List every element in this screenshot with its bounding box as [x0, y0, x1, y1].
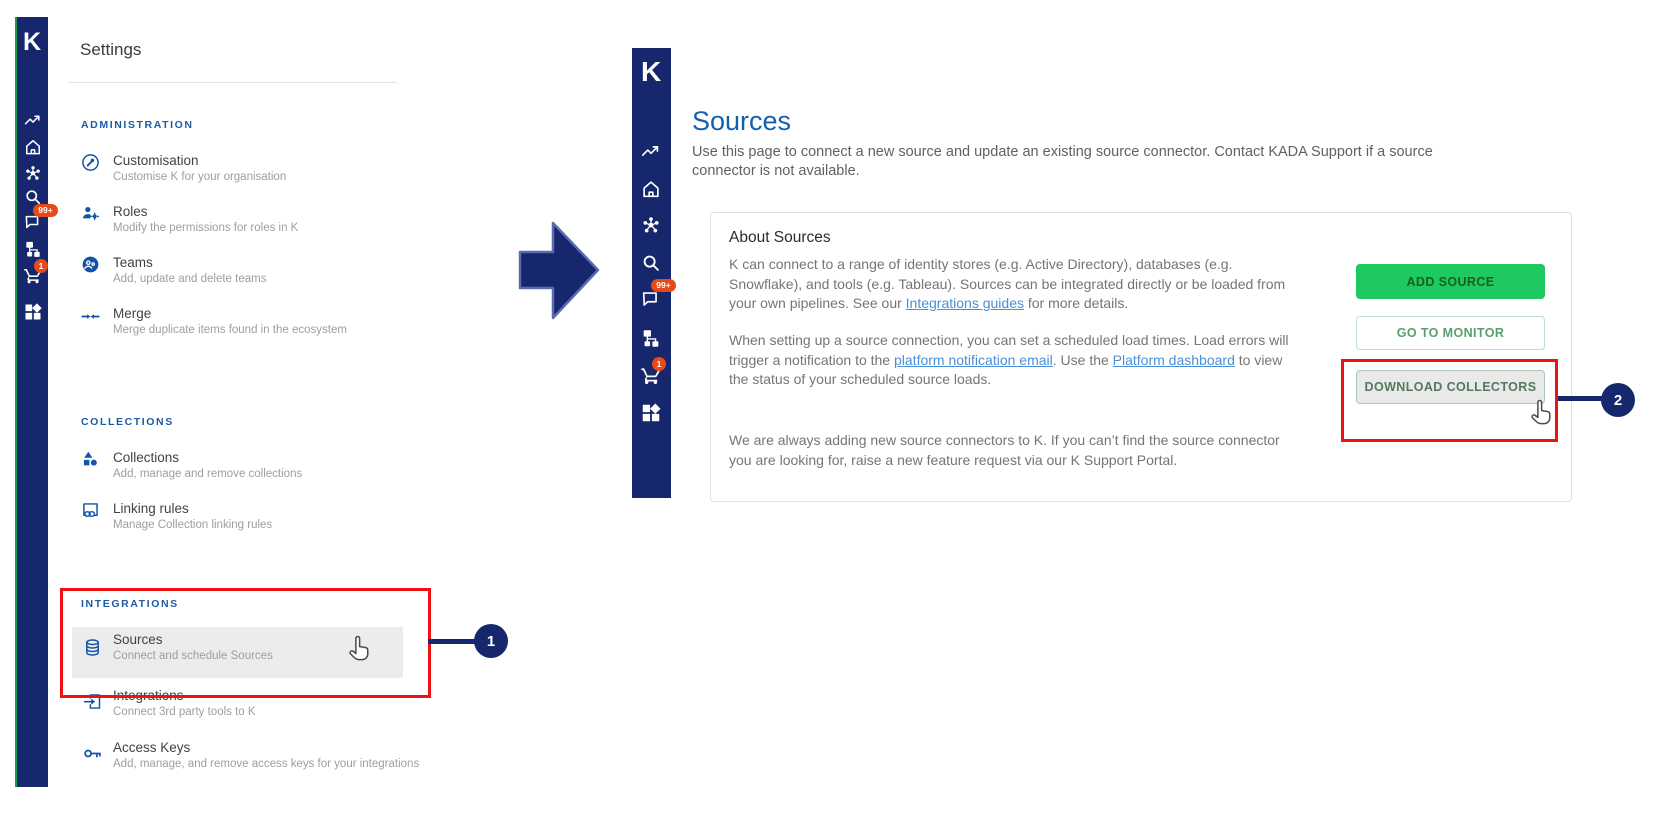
about-sources-card	[710, 212, 1572, 502]
sources-page-description: Use this page to connect a new source and update an existing source connector. Contact KADA Support if a source connector is not available.	[692, 144, 1433, 179]
k-logo[interactable]: K	[641, 56, 662, 87]
cart-icon[interactable]	[640, 359, 662, 386]
linking-rules-icon	[80, 500, 101, 521]
cart-icon[interactable]	[23, 261, 44, 285]
card-title: About Sources	[729, 229, 831, 246]
app-sidebar	[17, 17, 53, 787]
section-integrations: INTEGRATIONS	[81, 598, 179, 610]
platform-notification-email-link[interactable]: platform notification email	[894, 351, 1053, 368]
card-paragraph-2: When setting up a source connection, you can set a scheduled load times. Load errors will trigger a notification to the platform notification email. Use the Platform dashboard to view the status of your scheduled source loads.	[729, 332, 1289, 387]
go-to-monitor-button[interactable]: GO TO MONITOR	[1356, 316, 1545, 350]
tree-icon[interactable]	[23, 239, 43, 259]
section-administration: ADMINISTRATION	[81, 119, 194, 131]
teams-icon	[80, 254, 101, 275]
platform-dashboard-link[interactable]: Platform dashboard	[1112, 351, 1235, 368]
search-icon[interactable]	[640, 252, 662, 274]
card-paragraph-1: K can connect to a range of identity stores (e.g. Active Directory), databases (e.g. Snowflake), and tools (e.g. Tableau). Sources can be integrated directly or be loaded from your own pipelines. See our Integrations guides for more details.	[729, 256, 1286, 311]
chat-badge: 99+	[33, 204, 58, 217]
hub-icon[interactable]	[640, 215, 662, 237]
access-keys-icon	[82, 743, 103, 764]
widgets-icon[interactable]	[23, 302, 43, 322]
trending-icon[interactable]	[640, 140, 662, 162]
hub-icon[interactable]	[23, 164, 43, 184]
collections-icon	[80, 449, 101, 470]
integrations-guides-link[interactable]: Integrations guides	[905, 295, 1024, 311]
transition-arrow	[515, 218, 605, 322]
tree-icon[interactable]	[640, 327, 662, 349]
sources-page-title: Sources	[692, 106, 792, 136]
home-icon[interactable]	[640, 178, 662, 200]
cursor-icon	[344, 634, 374, 664]
card-paragraph-3: We are always adding new source connectors to K. If you can’t find the source connector you are looking for, raise a new feature request via our K Support Portal.	[729, 432, 1280, 468]
section-collections: COLLECTIONS	[81, 416, 174, 428]
annotation-callout-2: 2	[1601, 383, 1635, 417]
annotation-callout-1: 1	[474, 624, 508, 658]
page-title: Settings	[80, 40, 142, 59]
sources-screenshot	[600, 0, 1659, 817]
chat-badge: 99+	[651, 279, 676, 292]
cart-badge: 1	[652, 357, 666, 371]
trending-icon[interactable]	[23, 110, 43, 130]
home-icon[interactable]	[23, 137, 43, 157]
add-source-button[interactable]: ADD SOURCE	[1356, 264, 1545, 299]
cursor-icon	[1526, 398, 1556, 428]
annotation-line-1	[428, 639, 475, 644]
sources-icon	[82, 637, 103, 658]
divider	[68, 82, 397, 83]
roles-icon	[80, 203, 101, 224]
cart-badge: 1	[34, 259, 48, 273]
settings-screenshot: K 99+ 1 Settings ADMINISTRATION Customisation Customise K for your organisation Roles Modify the permissions for roles in K Teams Add, update and delete teams Merge Merge duplicate items found in the ecosystem COLLECTIONS Collections Add, manage and remove collections Linking rules Manage Collection linking rules INTEGRATIONS Sources Connect and schedule Sources Integrations Connect 3rd party tools to K Access Keys Add, manage, and remove access keys for your integrations 1	[0, 0, 500, 817]
k-logo[interactable]: K	[23, 28, 42, 56]
chat-icon[interactable]	[640, 280, 671, 310]
annotation-line-2	[1558, 396, 1604, 401]
customisation-icon	[80, 152, 101, 173]
merge-icon	[80, 306, 101, 327]
integrations-icon	[82, 691, 103, 712]
app-sidebar	[632, 48, 671, 498]
widgets-icon[interactable]	[640, 402, 662, 424]
chat-icon[interactable]	[23, 205, 53, 232]
download-collectors-button[interactable]: DOWNLOAD COLLECTORS	[1356, 370, 1545, 404]
